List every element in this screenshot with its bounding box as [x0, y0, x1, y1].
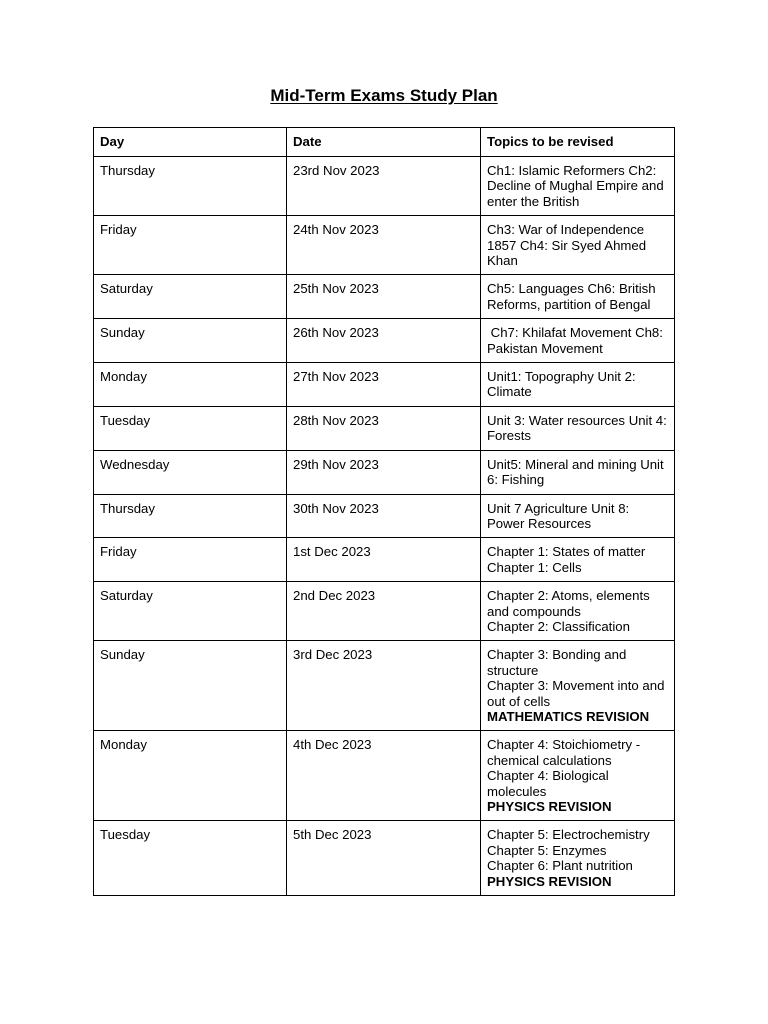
- table-row: [94, 363, 675, 407]
- cell-date: 29th Nov 2023: [287, 450, 481, 494]
- cell-topics: [481, 641, 675, 731]
- table-row: [94, 406, 675, 450]
- revision-label: PHYSICS REVISION: [487, 873, 612, 889]
- study-plan-table: [93, 127, 675, 896]
- table-row: [94, 275, 675, 319]
- table-header-row: [94, 128, 675, 157]
- cell-topics: [481, 821, 675, 896]
- table-row: [94, 538, 675, 582]
- topic-line: Chapter 2: Classification: [487, 618, 630, 634]
- cell-topics: [481, 450, 675, 494]
- column-header-day: Day: [94, 128, 287, 157]
- cell-day: Tuesday: [94, 821, 287, 896]
- topic-line: Chapter 4: Stoichiometry - chemical calculations: [487, 737, 641, 768]
- topic-line: Chapter 1: States of matter: [487, 544, 646, 560]
- table-body: [94, 157, 675, 896]
- topic-line: Chapter 3: Movement into and out of cells: [487, 678, 665, 709]
- table-row: [94, 450, 675, 494]
- cell-day: Sunday: [94, 641, 287, 731]
- cell-date: 27th Nov 2023: [287, 363, 481, 407]
- table-row: [94, 319, 675, 363]
- cell-topics: [481, 406, 675, 450]
- cell-date: 3rd Dec 2023: [287, 641, 481, 731]
- table-row: [94, 494, 675, 538]
- topic-line: Ch1: Islamic Reformers Ch2: Decline of Mughal Empire and enter the British: [487, 163, 664, 209]
- cell-topics: [481, 494, 675, 538]
- column-header-date: Date: [287, 128, 481, 157]
- topic-line: Chapter 1: Cells: [487, 559, 582, 575]
- cell-topics: [481, 319, 675, 363]
- topic-line: Unit1: Topography Unit 2: Climate: [487, 369, 636, 400]
- table-row: [94, 582, 675, 641]
- cell-topics: [481, 582, 675, 641]
- cell-date: 26th Nov 2023: [287, 319, 481, 363]
- cell-day: Sunday: [94, 319, 287, 363]
- cell-date: 5th Dec 2023: [287, 821, 481, 896]
- cell-day: Monday: [94, 731, 287, 821]
- table-row: [94, 157, 675, 216]
- topic-line: Chapter 3: Bonding and structure: [487, 647, 627, 678]
- cell-date: 30th Nov 2023: [287, 494, 481, 538]
- topic-line: Chapter 6: Plant nutrition: [487, 858, 633, 874]
- topic-line: Chapter 4: Biological molecules: [487, 768, 609, 799]
- table-row: [94, 641, 675, 731]
- cell-day: Saturday: [94, 582, 287, 641]
- cell-date: 24th Nov 2023: [287, 216, 481, 275]
- cell-date: 1st Dec 2023: [287, 538, 481, 582]
- topic-line: Unit 3: Water resources Unit 4: Forests: [487, 412, 667, 444]
- revision-label: MATHEMATICS REVISION: [487, 708, 650, 724]
- cell-day: Thursday: [94, 157, 287, 216]
- cell-topics: [481, 363, 675, 407]
- cell-day: Friday: [94, 538, 287, 582]
- column-header-topics: Topics to be revised: [481, 128, 675, 157]
- topic-line: Chapter 5: Enzymes: [487, 842, 607, 858]
- topic-line: Unit 7 Agriculture Unit 8: Power Resources: [487, 500, 630, 531]
- cell-date: 28th Nov 2023: [287, 406, 481, 450]
- cell-topics: [481, 275, 675, 319]
- cell-day: Monday: [94, 363, 287, 407]
- topic-line: Ch3: War of Independence 1857 Ch4: Sir Syed Ahmed Khan: [487, 222, 647, 269]
- table-row: [94, 821, 675, 896]
- topic-line: Ch7: Khilafat Movement Ch8: Pakistan Movement: [487, 325, 663, 356]
- cell-day: Wednesday: [94, 450, 287, 494]
- topic-line: Unit5: Mineral and mining Unit 6: Fishing: [487, 456, 664, 488]
- cell-date: 25th Nov 2023: [287, 275, 481, 319]
- table-row: [94, 731, 675, 821]
- topic-line: Chapter 2: Atoms, elements and compounds: [487, 588, 650, 619]
- topic-line: Chapter 5: Electrochemistry: [487, 827, 650, 843]
- cell-day: Saturday: [94, 275, 287, 319]
- cell-date: 2nd Dec 2023: [287, 582, 481, 641]
- cell-date: 23rd Nov 2023: [287, 157, 481, 216]
- topic-line: Ch5: Languages Ch6: British Reforms, partition of Bengal: [487, 281, 656, 312]
- cell-topics: [481, 538, 675, 582]
- page-title: Mid-Term Exams Study Plan: [270, 86, 498, 105]
- cell-topics: [481, 731, 675, 821]
- cell-day: Thursday: [94, 494, 287, 538]
- revision-label: PHYSICS REVISION: [487, 799, 612, 814]
- table-row: [94, 216, 675, 275]
- cell-day: Tuesday: [94, 406, 287, 450]
- cell-day: Friday: [94, 216, 287, 275]
- cell-topics: [481, 157, 675, 216]
- cell-date: 4th Dec 2023: [287, 731, 481, 821]
- cell-topics: [481, 216, 675, 275]
